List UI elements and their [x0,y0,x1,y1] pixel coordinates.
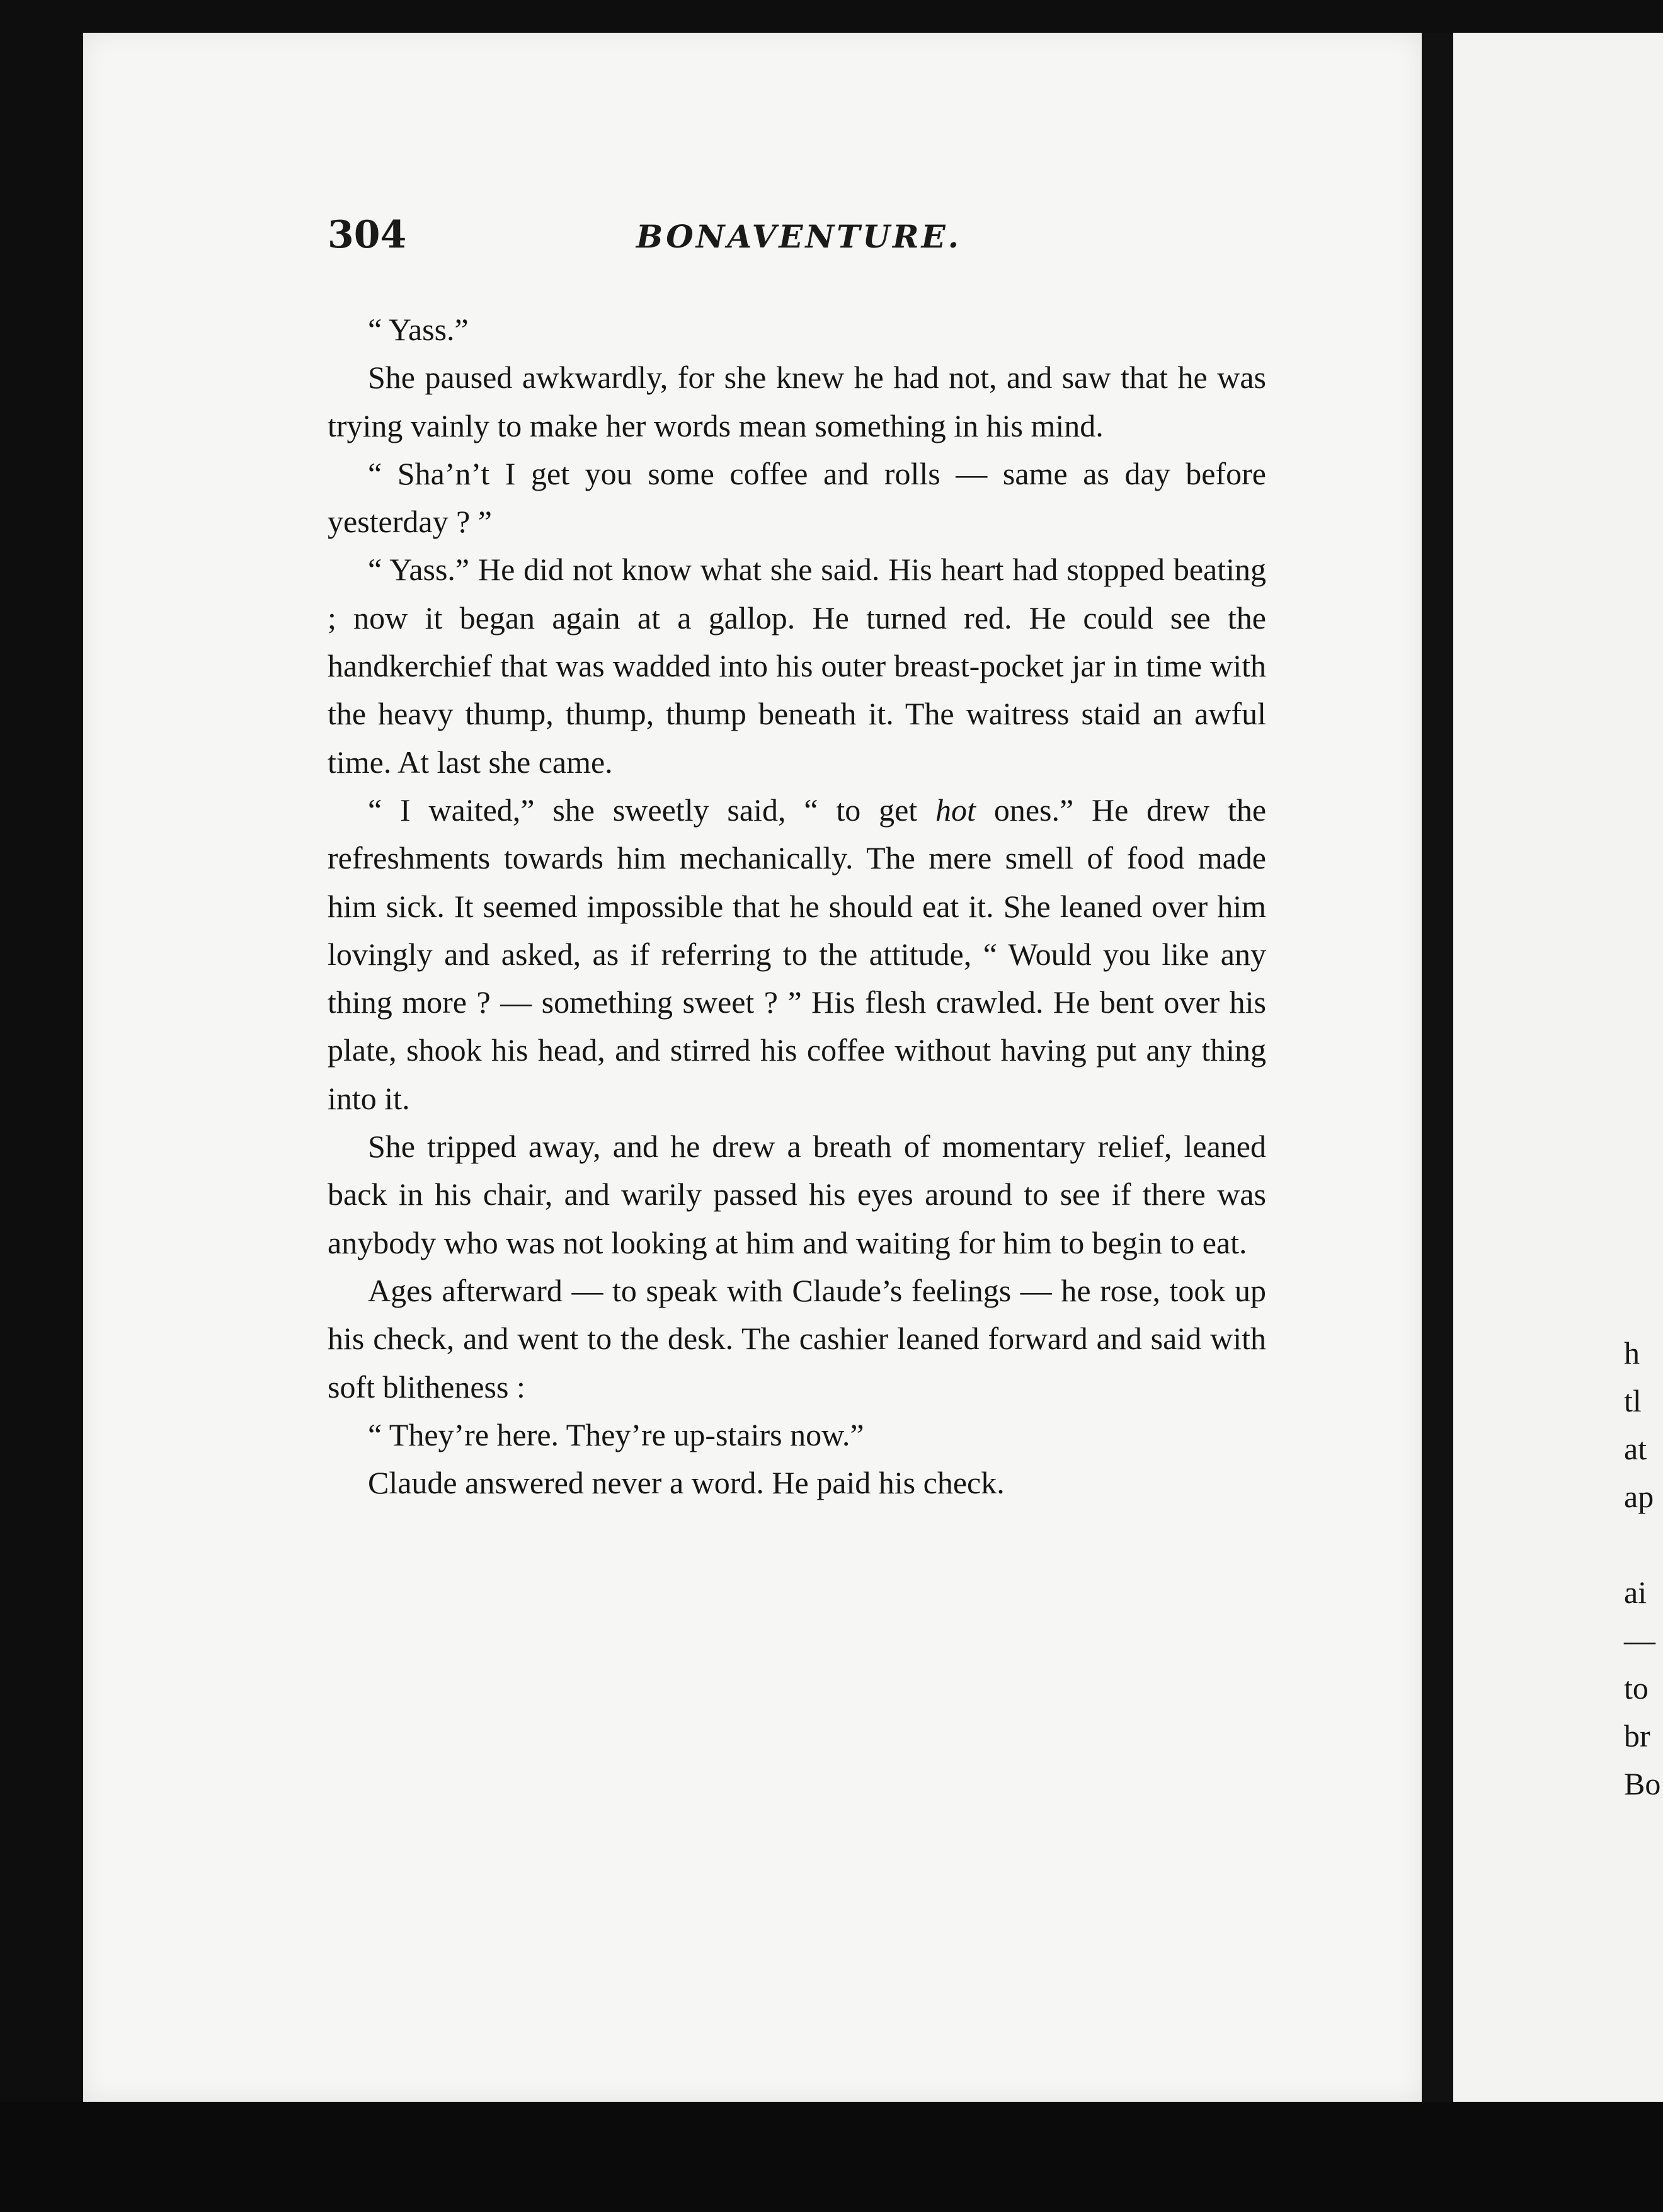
paragraph [328,786,1266,1122]
scan-border [0,2102,1663,2212]
paragraph: “ Sha’n’t I get you some coffee and rolls — same as day before yesterday ? ” [328,455,1266,540]
fragment: tl [1624,1383,1642,1418]
paragraph: “ Yass.” [368,312,469,347]
paragraph: She tripped away, and he drew a breath of momentary relief, leaned back in his chair, and warily passed his eyes around to see if there was anybody who was not looking at him and waiting for him to begin to eat. [328,1129,1266,1260]
fragment: h [1624,1335,1640,1371]
body-text [328,305,1266,1507]
page-header [328,213,1266,270]
fragment: Bo [1624,1766,1661,1801]
running-title: BONAVENTURE. [636,218,962,255]
right-page-text-fragments [1624,1329,1660,1808]
fragment [1624,1520,1660,1568]
fragment: at [1624,1431,1647,1466]
paragraph-text: ones.” He drew the refreshments towards him mechanically. The mere smell of food made him sick. It seemed impossible that he should eat it. She leaned over him lovingly and asked, as if referring to the attitude, “ Would you like any thing more ? — something sweet ? ” His flesh crawled. He bent over his plate, shook his head, and stirred his coffee without having put any thing into it. [328,792,1267,1116]
paragraph: “ Yass.” He did not know what she said. His heart had stopped beating ; now it began again at a gallop. He turned red. He could see the handkerchief that was wadded into his outer breast-pocket jar in time with the heavy thump, thump, thump beneath it. The waitress staid an awful time. At last she came. [328,552,1266,780]
paragraph: Claude answered never a word. He paid his check. [368,1465,1005,1501]
paragraph: Ages afterward — to speak with Claude’s feelings — he rose, took up his check, and went to the desk. The cashier leaned forward and said with soft blitheness : [328,1272,1266,1405]
emphasis-text: hot [935,792,976,828]
paragraph: She paused awkwardly, for she knew he had not, and saw that he was trying vainly to make her words mean something in his mind. [328,360,1266,443]
fragment: ai [1624,1575,1647,1610]
fragment: to [1624,1670,1649,1706]
paragraph: “ They’re here. They’re up-stairs now.” [368,1417,864,1452]
fragment: — [1624,1622,1655,1658]
paragraph-text: “ I waited,” she sweetly said, “ to get [368,792,918,828]
fragment: ap [1624,1479,1654,1514]
page-number: 304 [328,213,407,257]
book-gutter [1422,33,1453,2102]
fragment: br [1624,1718,1650,1753]
